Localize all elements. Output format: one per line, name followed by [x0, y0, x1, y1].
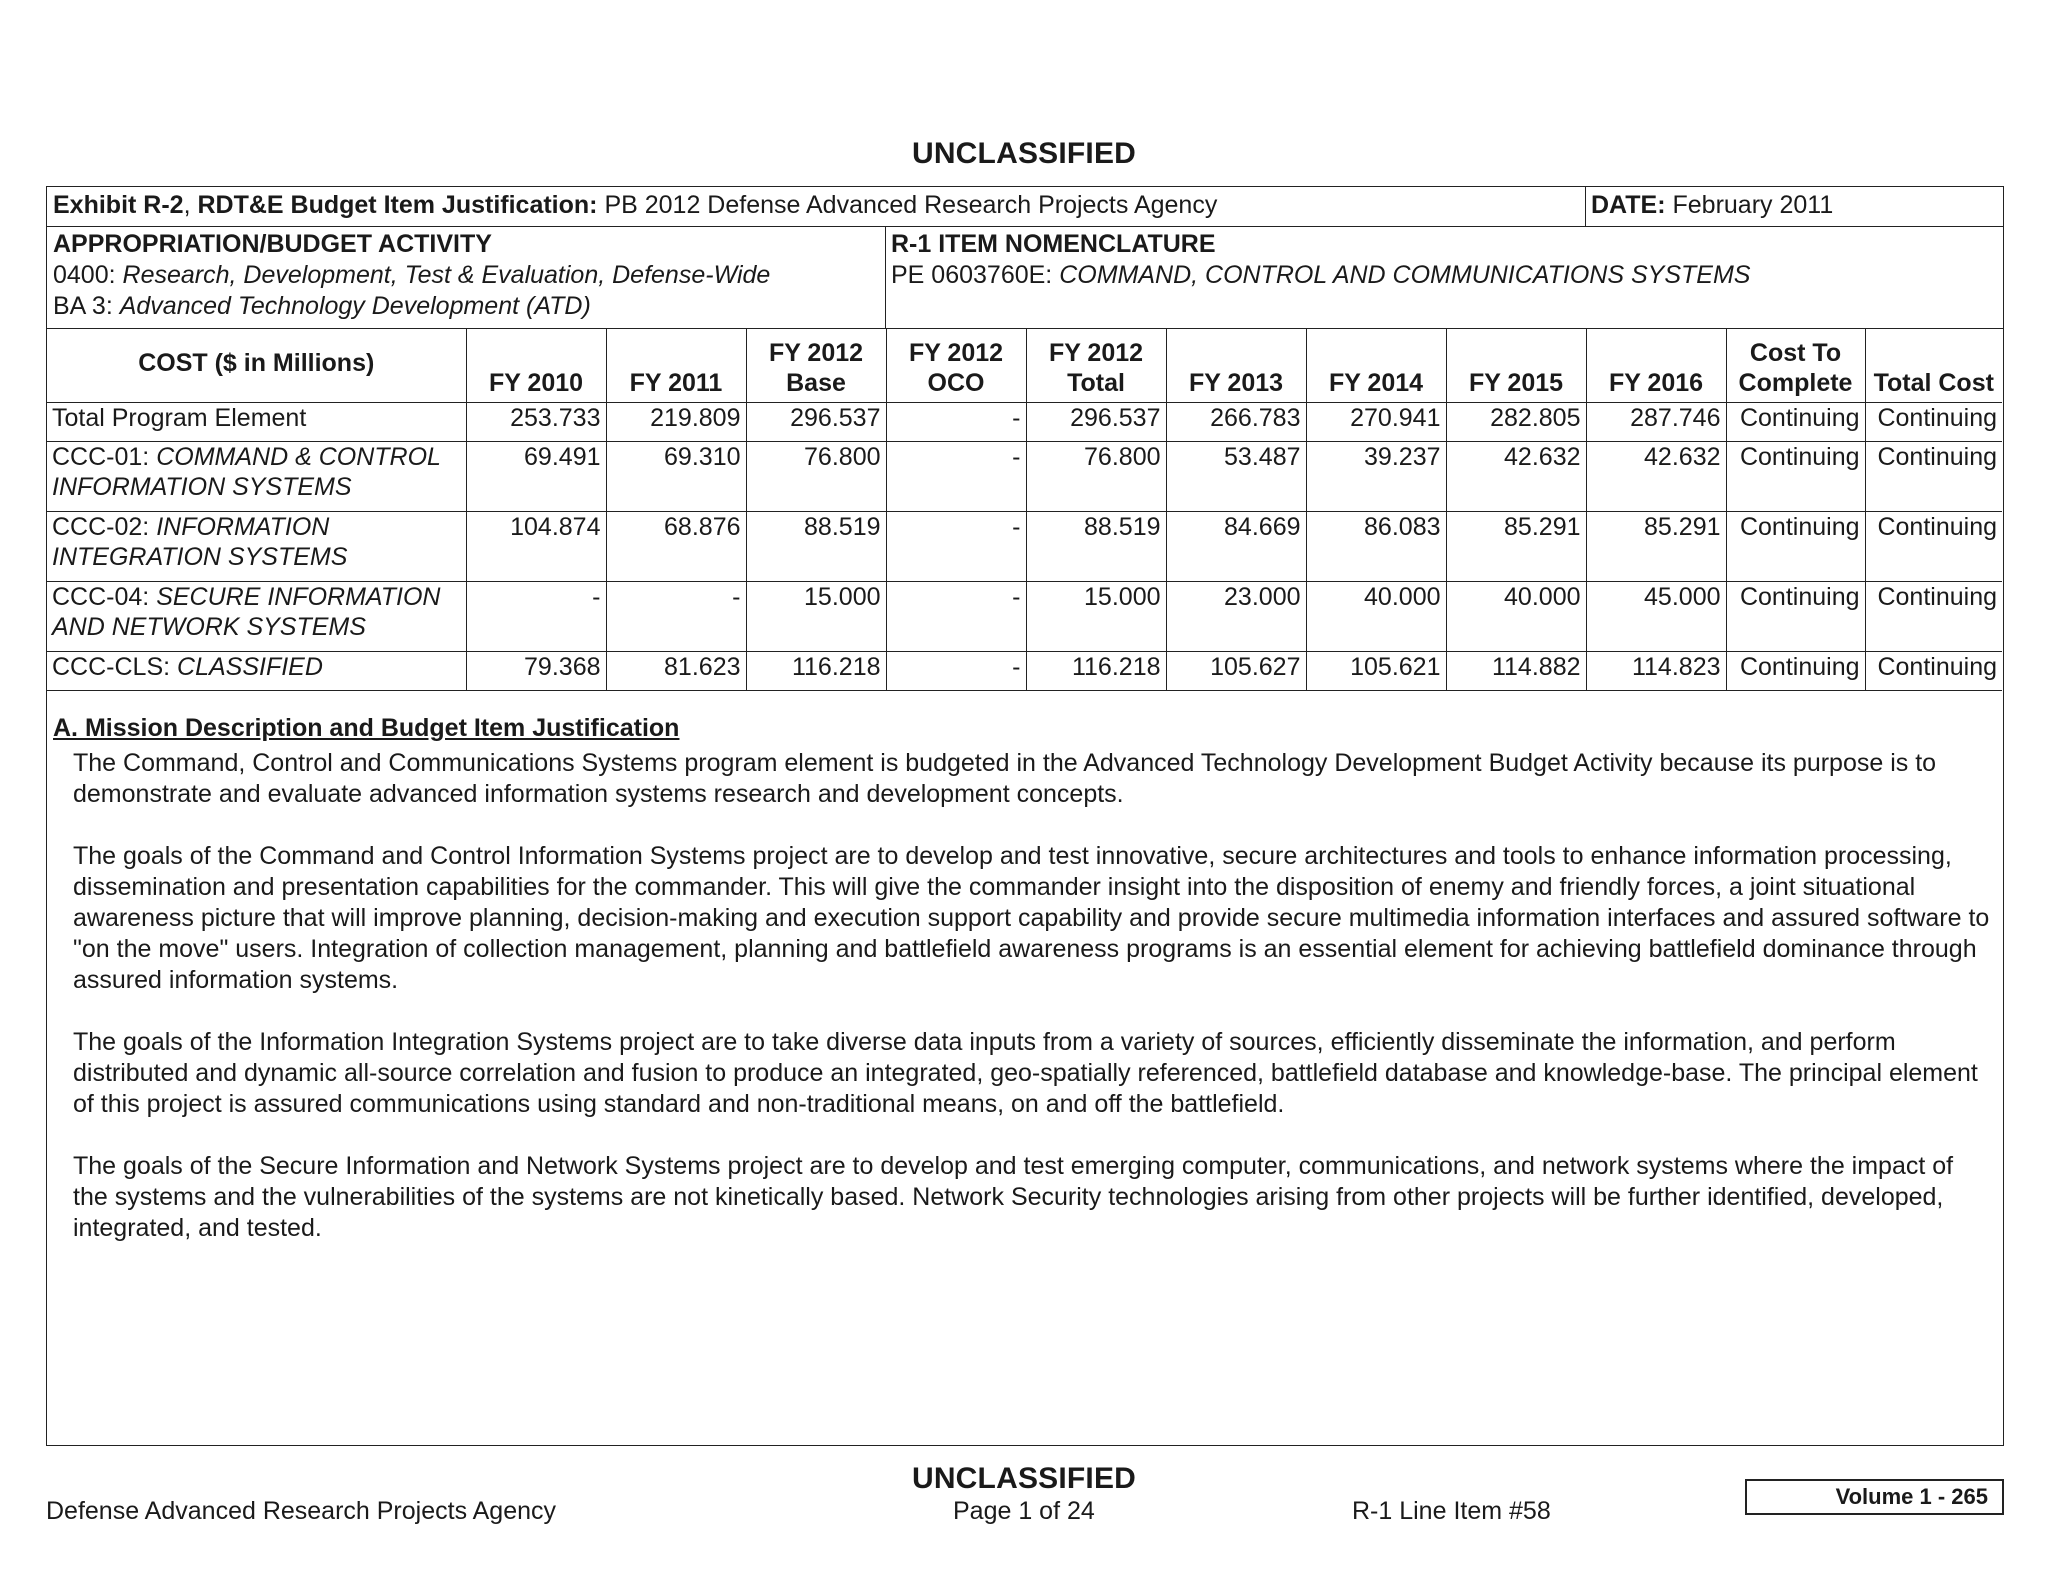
- table-cell: 40.000: [1306, 582, 1446, 652]
- table-header-row: [47, 328, 2002, 403]
- column-header: FY 2012 OCO: [886, 328, 1026, 403]
- footer-line-item: R-1 Line Item #58: [1352, 1497, 1551, 1525]
- table-cell: 40.000: [1446, 582, 1586, 652]
- table-row: [47, 512, 2002, 582]
- table-cell: 15.000: [746, 582, 886, 652]
- divider: [1585, 187, 1586, 226]
- nomenclature-text: COMMAND, CONTROL AND COMMUNICATIONS SYSTEMS: [1059, 261, 1751, 289]
- exhibit-frame: [46, 186, 2004, 1446]
- exhibit-comma: ,: [183, 191, 191, 219]
- row-label: CCC-04: SECURE INFORMATION AND NETWORK SYSTEMS: [47, 582, 466, 652]
- column-header: FY 2016: [1586, 328, 1726, 403]
- table-cell: Continuing: [1726, 442, 1865, 512]
- budget-value: PB 2012 Defense Advanced Research Projects Agency: [604, 191, 1218, 219]
- footer-agency: Defense Advanced Research Projects Agency: [46, 1497, 557, 1525]
- date-field: [1591, 190, 1833, 221]
- column-header: FY 2015: [1446, 328, 1586, 403]
- column-header: COST ($ in Millions): [47, 328, 466, 403]
- table-cell: -: [886, 403, 1026, 442]
- table-cell: 88.519: [1026, 512, 1166, 582]
- table-row: [47, 442, 2002, 512]
- table-cell: 85.291: [1586, 512, 1726, 582]
- table-cell: 84.669: [1166, 512, 1306, 582]
- budget-activity-text: Advanced Technology Development (ATD): [119, 292, 591, 320]
- column-header: FY 2013: [1166, 328, 1306, 403]
- table-cell: 266.783: [1166, 403, 1306, 442]
- table-cell: 45.000: [1586, 582, 1726, 652]
- table-cell: Continuing: [1865, 442, 2002, 512]
- paragraph: The goals of the Secure Information and Network Systems project are to develop and test emerging computer, communications, and network systems where the impact of the systems and the vulnerabilities of the systems are not kinetically based. Network Security technologies arising from other projects will be further identified, developed, integrated, and tested.: [73, 1152, 1954, 1242]
- table-cell: 76.800: [1026, 442, 1166, 512]
- nomenclature-label: R-1 ITEM NOMENCLATURE: [891, 230, 1216, 258]
- date-label: DATE:: [1591, 191, 1666, 219]
- table-cell: 287.746: [1586, 403, 1726, 442]
- table-cell: 39.237: [1306, 442, 1446, 512]
- table-cell: 86.083: [1306, 512, 1446, 582]
- row-label: CCC-01: COMMAND & CONTROL INFORMATION SYSTEMS: [47, 442, 466, 512]
- divider: [885, 226, 886, 328]
- table-cell: 105.627: [1166, 652, 1306, 691]
- budget-activity-code: BA 3:: [53, 292, 113, 320]
- table-cell: 42.632: [1446, 442, 1586, 512]
- cost-table: [47, 328, 2002, 691]
- column-header: FY 2014: [1306, 328, 1446, 403]
- table-cell: 76.800: [746, 442, 886, 512]
- table-cell: Continuing: [1865, 652, 2002, 691]
- paragraph: The goals of the Command and Control Information Systems project are to develop and test innovative, secure architectures and tools to enhance information processing, dissemination and presentation capabilities for the commander. This will give the commander insight into the disposition of enemy and friendly forces, a joint situational awareness picture that will improve planning, decision-making and execution support capability and provide secure multimedia information interfaces and assured software to "on the move" users. Integration of collection management, planning and battlefield awareness programs is an essential element for achieving battlefield dominance through assured information systems.: [73, 842, 1990, 994]
- appropriation-code: 0400:: [53, 261, 116, 289]
- table-cell: 296.537: [1026, 403, 1166, 442]
- paragraph: The Command, Control and Communications Systems program element is budgeted in the Advanced Technology Development Budget Activity because its purpose is to demonstrate and evaluate advanced information systems research and development concepts.: [73, 749, 1937, 808]
- table-row: [47, 582, 2002, 652]
- nomenclature-code: PE 0603760E:: [891, 261, 1053, 289]
- table-cell: 282.805: [1446, 403, 1586, 442]
- table-cell: 15.000: [1026, 582, 1166, 652]
- table-cell: Continuing: [1865, 403, 2002, 442]
- table-cell: 105.621: [1306, 652, 1446, 691]
- table-cell: 296.537: [746, 403, 886, 442]
- table-cell: 116.218: [1026, 652, 1166, 691]
- classification-banner-top: UNCLASSIFIED: [911, 137, 1137, 170]
- column-header: FY 2012 Base: [746, 328, 886, 403]
- table-cell: Continuing: [1726, 403, 1865, 442]
- table-cell: 114.823: [1586, 652, 1726, 691]
- table-cell: 53.487: [1166, 442, 1306, 512]
- table-cell: 270.941: [1306, 403, 1446, 442]
- appropriation-label: APPROPRIATION/BUDGET ACTIVITY: [53, 230, 492, 258]
- table-cell: 88.519: [746, 512, 886, 582]
- classification-banner-bottom: UNCLASSIFIED: [911, 1462, 1137, 1495]
- table-cell: Continuing: [1865, 582, 2002, 652]
- table-cell: -: [886, 582, 1026, 652]
- table-cell: Continuing: [1726, 582, 1865, 652]
- table-row: [47, 652, 2002, 691]
- column-header: Cost To Complete: [1726, 328, 1865, 403]
- table-cell: -: [886, 512, 1026, 582]
- table-cell: Continuing: [1865, 512, 2002, 582]
- appropriation-block: [53, 229, 770, 322]
- column-header: FY 2012 Total: [1026, 328, 1166, 403]
- table-cell: -: [466, 582, 606, 652]
- exhibit-label: Exhibit R-2: [53, 191, 184, 219]
- table-cell: 69.491: [466, 442, 606, 512]
- exhibit-header: [53, 190, 1217, 221]
- table-cell: Continuing: [1726, 512, 1865, 582]
- volume-box: Volume 1 - 265: [1745, 1479, 2004, 1515]
- nomenclature-block: [891, 229, 1750, 291]
- table-cell: 85.291: [1446, 512, 1586, 582]
- table-cell: -: [886, 652, 1026, 691]
- table-cell: 114.882: [1446, 652, 1586, 691]
- column-header: Total Cost: [1865, 328, 2002, 403]
- date-value: February 2011: [1672, 191, 1834, 219]
- table-row: [47, 403, 2002, 442]
- table-cell: 219.809: [606, 403, 746, 442]
- table-cell: 116.218: [746, 652, 886, 691]
- section-title: A. Mission Description and Budget Item Justification: [53, 714, 680, 742]
- appropriation-text: Research, Development, Test & Evaluation, Defense-Wide: [122, 261, 771, 289]
- divider: [47, 226, 2003, 227]
- table-cell: Continuing: [1726, 652, 1865, 691]
- row-label: CCC-CLS: CLASSIFIED: [47, 652, 466, 691]
- table-cell: 81.623: [606, 652, 746, 691]
- column-header: FY 2011: [606, 328, 746, 403]
- row-label: CCC-02: INFORMATION INTEGRATION SYSTEMS: [47, 512, 466, 582]
- row-label: Total Program Element: [47, 403, 466, 442]
- budget-label: RDT&E Budget Item Justification:: [197, 191, 598, 219]
- column-header: FY 2010: [466, 328, 606, 403]
- footer-page-number: Page 1 of 24: [953, 1497, 1095, 1525]
- table-cell: 42.632: [1586, 442, 1726, 512]
- table-cell: 79.368: [466, 652, 606, 691]
- table-cell: -: [886, 442, 1026, 512]
- table-cell: 23.000: [1166, 582, 1306, 652]
- table-cell: 69.310: [606, 442, 746, 512]
- table-cell: -: [606, 582, 746, 652]
- table-cell: 68.876: [606, 512, 746, 582]
- table-cell: 104.874: [466, 512, 606, 582]
- paragraph: The goals of the Information Integration Systems project are to take diverse data inputs from a variety of sources, efficiently disseminate the information, and perform distributed and dynamic all-source correlation and fusion to produce an integrated, geo-spatially referenced, battlefield database and knowledge-base. The principal element of this project is assured communications using standard and non-traditional means, on and off the battlefield.: [73, 1028, 1978, 1118]
- table-cell: 253.733: [466, 403, 606, 442]
